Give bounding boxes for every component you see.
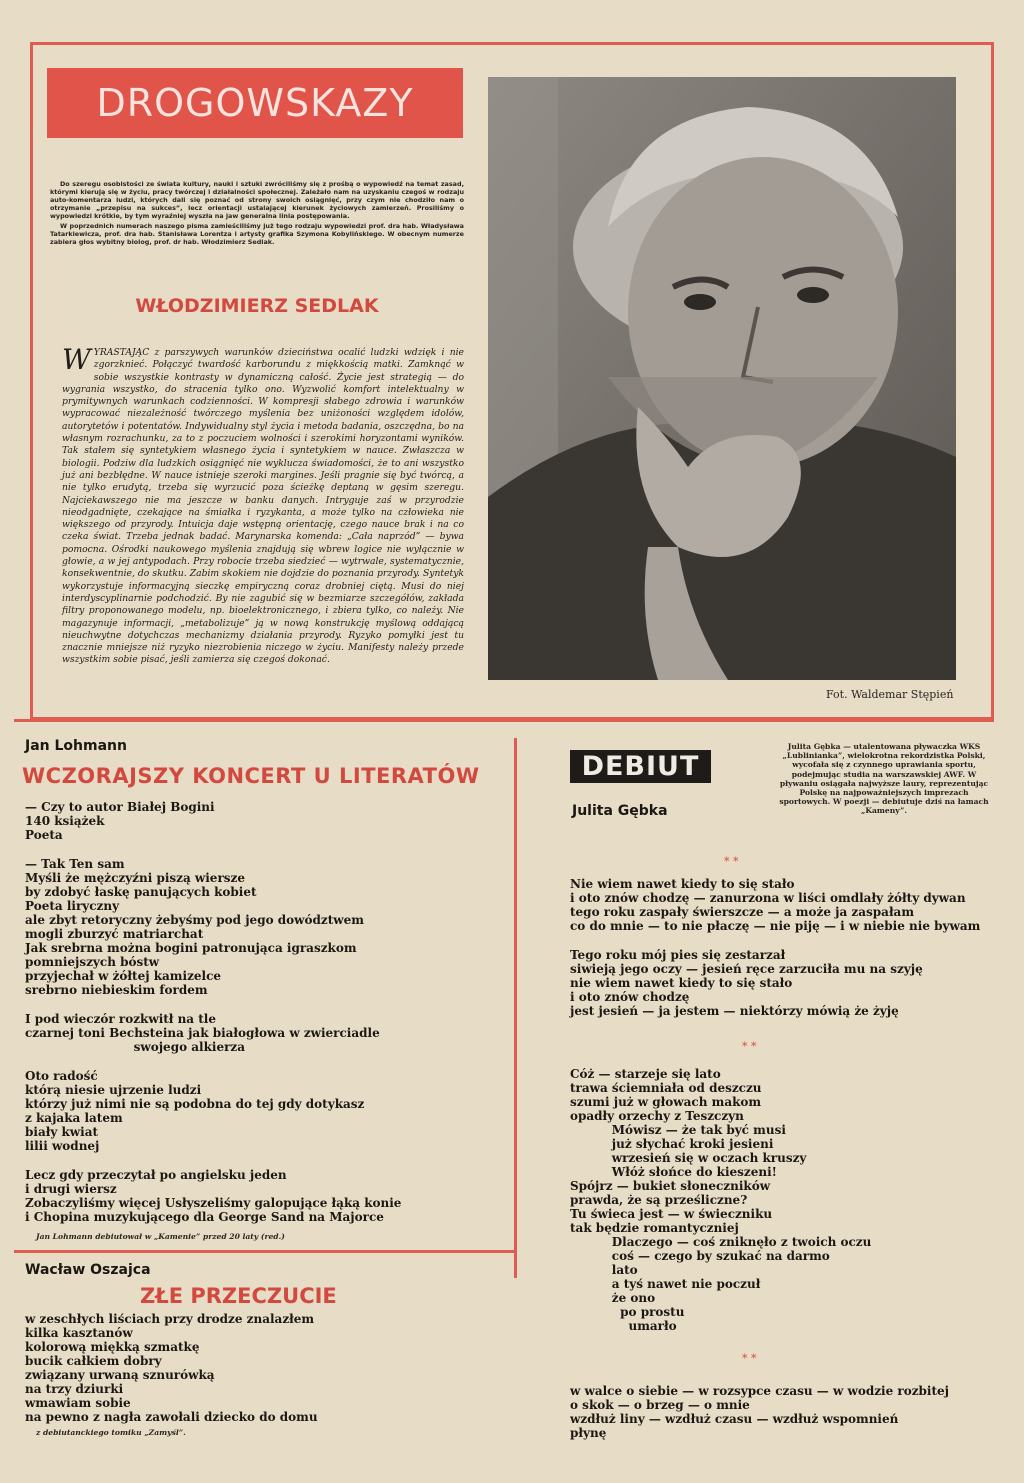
separator-stars: * * — [742, 1352, 757, 1365]
poem-line: co do mnie — to nie płaczę — nie piję — i w niebie nie bywam — [570, 919, 981, 933]
intro-paragraph-1: Do szeregu osobistości ze świata kultury, nauki i sztuki zwróciliśmy się z prośbą o wypowiedź na temat zasad, którymi kierują się w życiu, pracy twórczej i działalności społecznej. Zależało nam na uzyskaniu czegoś w rodzaju auto-komentarza ludzi, których dali się poznać od strony swoich osiągnięć, przy czym nie chodziło nam o otrzymanie „przepisu na sukces”, lecz orientacji ustalającej kierunek życiowych zamierzeń. Prosiliśmy o wypowiedzi krótkie, by tym wyraźniej wyszła na jaw generalna linia postępowania. — [50, 180, 464, 220]
poem-line: Mówisz — że tak być musi — [570, 1123, 786, 1137]
stanza — [25, 1069, 505, 1153]
separator-stars: * * — [724, 855, 739, 868]
poem1-text — [25, 800, 505, 1239]
poem-line: prawda, że są prześliczne? — [570, 1193, 748, 1207]
intro-paragraph-2: W poprzednich numerach naszego pisma zamieściliśmy już tego rodzaju wypowiedzi prof. dra hab. Władysława Tatarkiewicza, prof. dra hab. Stanisława Lorentza i artysty grafika Szymona Kobylińskiego. W obecnym numerze zabiera głos wybitny biolog, prof. dr hab. Włodzimierz Sedlak. — [50, 222, 464, 246]
intro-text — [50, 180, 464, 246]
poem-line: trawa ściemniała od deszczu — [570, 1081, 762, 1095]
poem-line: mogli zburzyć matriarchat — [25, 927, 204, 941]
poem-line: szumi już w głowach makom — [570, 1095, 762, 1109]
poem-line: 140 książek — [25, 814, 105, 828]
poem-line: o skok — o brzeg — o mnie — [570, 1398, 750, 1412]
poem-line: ale zbyt retoryczny żebyśmy pod jego dowództwem — [25, 913, 364, 927]
poem-line: którzy już nimi nie są podobna do tej gdy dotykasz — [25, 1097, 365, 1111]
poem-line: bucik całkiem dobry — [25, 1354, 162, 1368]
poem-line: tego roku zaspały świerszcze — a może ja zaspałam — [570, 905, 915, 919]
debiut-poem-2 — [570, 1067, 1000, 1333]
stanza — [25, 857, 505, 997]
poem-line: a tyś nawet nie poczuł — [570, 1277, 761, 1291]
poem-line: płynę — [570, 1426, 607, 1440]
poem-line: Oto radość — [25, 1069, 98, 1083]
debiut-poem-1 — [570, 877, 1000, 1033]
section-banner: DROGOWSKAZY — [47, 68, 463, 138]
poem-line: na trzy dziurki — [25, 1382, 124, 1396]
poem-line: Lecz gdy przeczytał po angielsku jeden — [25, 1168, 287, 1182]
poem-line: lato — [570, 1263, 638, 1277]
poem2-title: ZŁE PRZECZUCIE — [140, 1284, 337, 1308]
column-divider — [514, 738, 517, 1278]
stanza — [25, 1168, 505, 1224]
poem-line: I pod wieczór rozkwitł na tle — [25, 1012, 216, 1026]
poem-line: coś — czego by szukać na darmo — [570, 1249, 830, 1263]
poem-line: Nie wiem nawet kiedy to się stało — [570, 877, 795, 891]
poem2-note: z debiutanckiego tomiku „Zamyśl”. — [36, 1428, 186, 1437]
poem1-author: Jan Lohmann — [25, 738, 127, 754]
poem2-text — [25, 1312, 505, 1424]
left-section-divider — [14, 1250, 514, 1253]
poem-line: związany urwaną sznurówką — [25, 1368, 215, 1382]
debiut-badge: DEBIUT — [570, 750, 711, 783]
poem-line: siwieją jego oczy — jesień ręce zarzuciła mu na szyję — [570, 962, 923, 976]
poem1-note: Jan Lohmann debiutował w „Kamenie” przed 20 laty (red.) — [36, 1232, 285, 1241]
poem-line: Zobaczyliśmy więcej Usłyszeliśmy galopujące łąką konie — [25, 1196, 402, 1210]
separator-stars: * * — [742, 1040, 757, 1053]
poem-line: z kajaka latem — [25, 1111, 123, 1125]
poem-line: kilka kasztanów — [25, 1326, 133, 1340]
poem-line: i oto znów chodzę — [570, 990, 690, 1004]
poem-line: opadły orzechy z Teszczyn — [570, 1109, 744, 1123]
poem-line: wmawiam sobie — [25, 1396, 131, 1410]
essay-text — [62, 343, 464, 667]
poem1-title: WCZORAJSZY KONCERT U LITERATÓW — [22, 764, 480, 788]
poem-line: Cóż — starzeje się lato — [570, 1067, 721, 1081]
stanza — [570, 948, 1000, 1018]
poem-line: przyjechał w żółtej kamizelce — [25, 969, 222, 983]
poem-line: Włóż słońce do kieszeni! — [570, 1165, 777, 1179]
poem-line: jest jesień — ja jestem — niektórzy mówią że żyję — [570, 1004, 899, 1018]
poem-line: i Chopina muzykującego dla George Sand na Majorce — [25, 1210, 384, 1224]
poem-line: i drugi wiersz — [25, 1182, 117, 1196]
poem-line: biały kwiat — [25, 1125, 99, 1139]
author-photo — [488, 77, 956, 680]
poem-line: kolorową miękką szmatkę — [25, 1340, 200, 1354]
stanza — [25, 800, 505, 842]
bottom-frame-top — [14, 719, 994, 722]
poem-line: lilii wodnej — [25, 1139, 100, 1153]
poem-line: Poeta liryczny — [25, 899, 120, 913]
author-heading: WŁODZIMIERZ SEDLAK — [135, 295, 379, 317]
poem-line: umarło — [570, 1319, 677, 1333]
poem-line: już słychać kroki jesieni — [570, 1137, 774, 1151]
poem-line: — Tak Ten sam — [25, 857, 125, 871]
poem-line: swojego alkierza — [25, 1040, 246, 1054]
poem-line: by zdobyć łaskę panujących kobiet — [25, 885, 257, 899]
poem-line: wzdłuż liny — wzdłuż czasu — wzdłuż wspomnień — [570, 1412, 899, 1426]
poem-line: po prostu — [570, 1305, 685, 1319]
poem-line: w zeschłych liściach przy drodze znalazłem — [25, 1312, 315, 1326]
poem-line: Poeta — [25, 828, 63, 842]
debiut-bio: Julita Gębka — utalentowana pływaczka WKS „Lublinianka”, wielokrotna rekordzistka Polski, wycofała się z czynnego uprawiania sportu, podejmując studia na warszawskiej AWF. W pływaniu osiągała najwyższe laury, reprezentując Polskę na najpoważniejszych imprezach sportowych. W poezji — debiutuje dziś na łamach „Kameny”. — [779, 742, 989, 816]
poem-line: Dlaczego — coś zniknęło z twoich oczu — [570, 1235, 872, 1249]
stanza — [570, 877, 1000, 933]
essay-body: YRASTAJĄC z parszywych warunków dzieciństwa ocalić ludzki wdzięk i nie zgorzknieć. Połączyć twardość karborundu z miękkością matki. Zamknąć w sobie wszystkie kontrasty w dynamiczną całość. Życie jest strategią — do wygrania wszystko, do stracenia tylko ono. Wyzwolić komfort intelektualny w prymitywnych warunkach codzienności. W kompresji słabego zdrowia i warunków wypracować niezależność twórczego myślenia bez uniżoności względem idolów, autorytetów i potentatów. Indywidualny styl życia i metoda badania, oszczędna, bo na własnym rozrachunku, za to z poczuciem wolności i szerokimi horyzontami wyników. Tak stałem się syntetykiem własnego życia i syntetykiem w nauce. Zwłaszcza w biologii. Podziw dla ludzkich osiągnięć nie wyklucza świadomości, że to ani wszystko już ani bezbłędne. W nauce istnieje szeroki margines. Jeśli pragnie się być twórcą, a nie tylko erudytą, trzeba się wyrzucić poza ścieżkę deptaną w gęsim szeregu. Najciekawszego nie ma jeszcze w banku danych. Intryguje zaś w przyrodzie nieodgadnięte, czekające na śmiałka i ryzykanta, a może tylko na człowieka nie większego od przyrody. Intuicja daje wstępną orientację, czego nauce brak i na co czeka świat. Trzeba jednak badać. Marynarska komenda: „Cała naprzód” — bywa pomocna. Ośrodki naukowego myślenia znajdują się wbrew logice nie wyłącznie w głowie, a w jej antypodach. Przy robocie trzeba siedzieć — wytrwale, systematycznie, konsekwentnie, do skutku. Zabim skokiem nie dojdzie do poznania przyrody. Syntetyk wykorzystuje informacyjną sieczkę empiryczną coraz drobniej ciętą. Musi do niej interdyscyplinarnie podchodzić. By nie zagubić się w bezmiarze szczegółów, zakłada filtry proponowanego modelu, np. bioelektronicznego, i zbiera tylko, co należy. Nie magazynuje informacji, „metabolizuje” ją w nową konstrukcję myślową oddającą nieuchwytne dotychczas mechanizmy działania przyrody. Ryzyko pomyłki jest tu znacznie mniejsze niż ryzyko niezrobienia niczego w życiu. Manifesty należy przede wszystkim sobie pisać, jeśli zamierza się czegoś dokonać. — [62, 347, 464, 666]
poem-line: na pewno z nagła zawołali dziecko do domu — [25, 1410, 318, 1424]
poem-line: i oto znów chodzę — zanurzona w liści omdlały żółty dywan — [570, 891, 966, 905]
debiut-poem-3 — [570, 1384, 1000, 1440]
photo-caption: Fot. Waldemar Stępień — [826, 688, 954, 701]
poem-line: srebrno niebieskim fordem — [25, 983, 208, 997]
drop-cap: W — [62, 343, 91, 376]
poem2-author: Wacław Oszajca — [25, 1262, 151, 1278]
portrait-illustration — [488, 77, 956, 680]
poem-line: tak będzie romantyczniej — [570, 1221, 739, 1235]
poem-line: w walce o siebie — w rozsypce czasu — w wodzie rozbitej — [570, 1384, 950, 1398]
poem-line: pomniejszych bóstw — [25, 955, 160, 969]
poem-line: — Czy to autor Białej Bogini — [25, 800, 215, 814]
poem-line: czarnej toni Bechsteina jak białogłowa w zwierciadle — [25, 1026, 380, 1040]
poem-line: że ono — [570, 1291, 656, 1305]
poem-line: nie wiem nawet kiedy to się stało — [570, 976, 793, 990]
stanza — [25, 1012, 505, 1054]
poem-line: Myśli że mężczyźni piszą wiersze — [25, 871, 245, 885]
poem-line: Jak srebrna można bogini patronująca igraszkom — [25, 941, 357, 955]
poem-line: Tego roku mój pies się zestarzał — [570, 948, 786, 962]
poem-line: wrzesień się w oczach kruszy — [570, 1151, 807, 1165]
debiut-author: Julita Gębka — [572, 803, 668, 819]
poem-line: Spójrz — bukiet słoneczników — [570, 1179, 771, 1193]
poem-line: którą niesie ujrzenie ludzi — [25, 1083, 202, 1097]
poem-line: Tu świeca jest — w świeczniku — [570, 1207, 773, 1221]
